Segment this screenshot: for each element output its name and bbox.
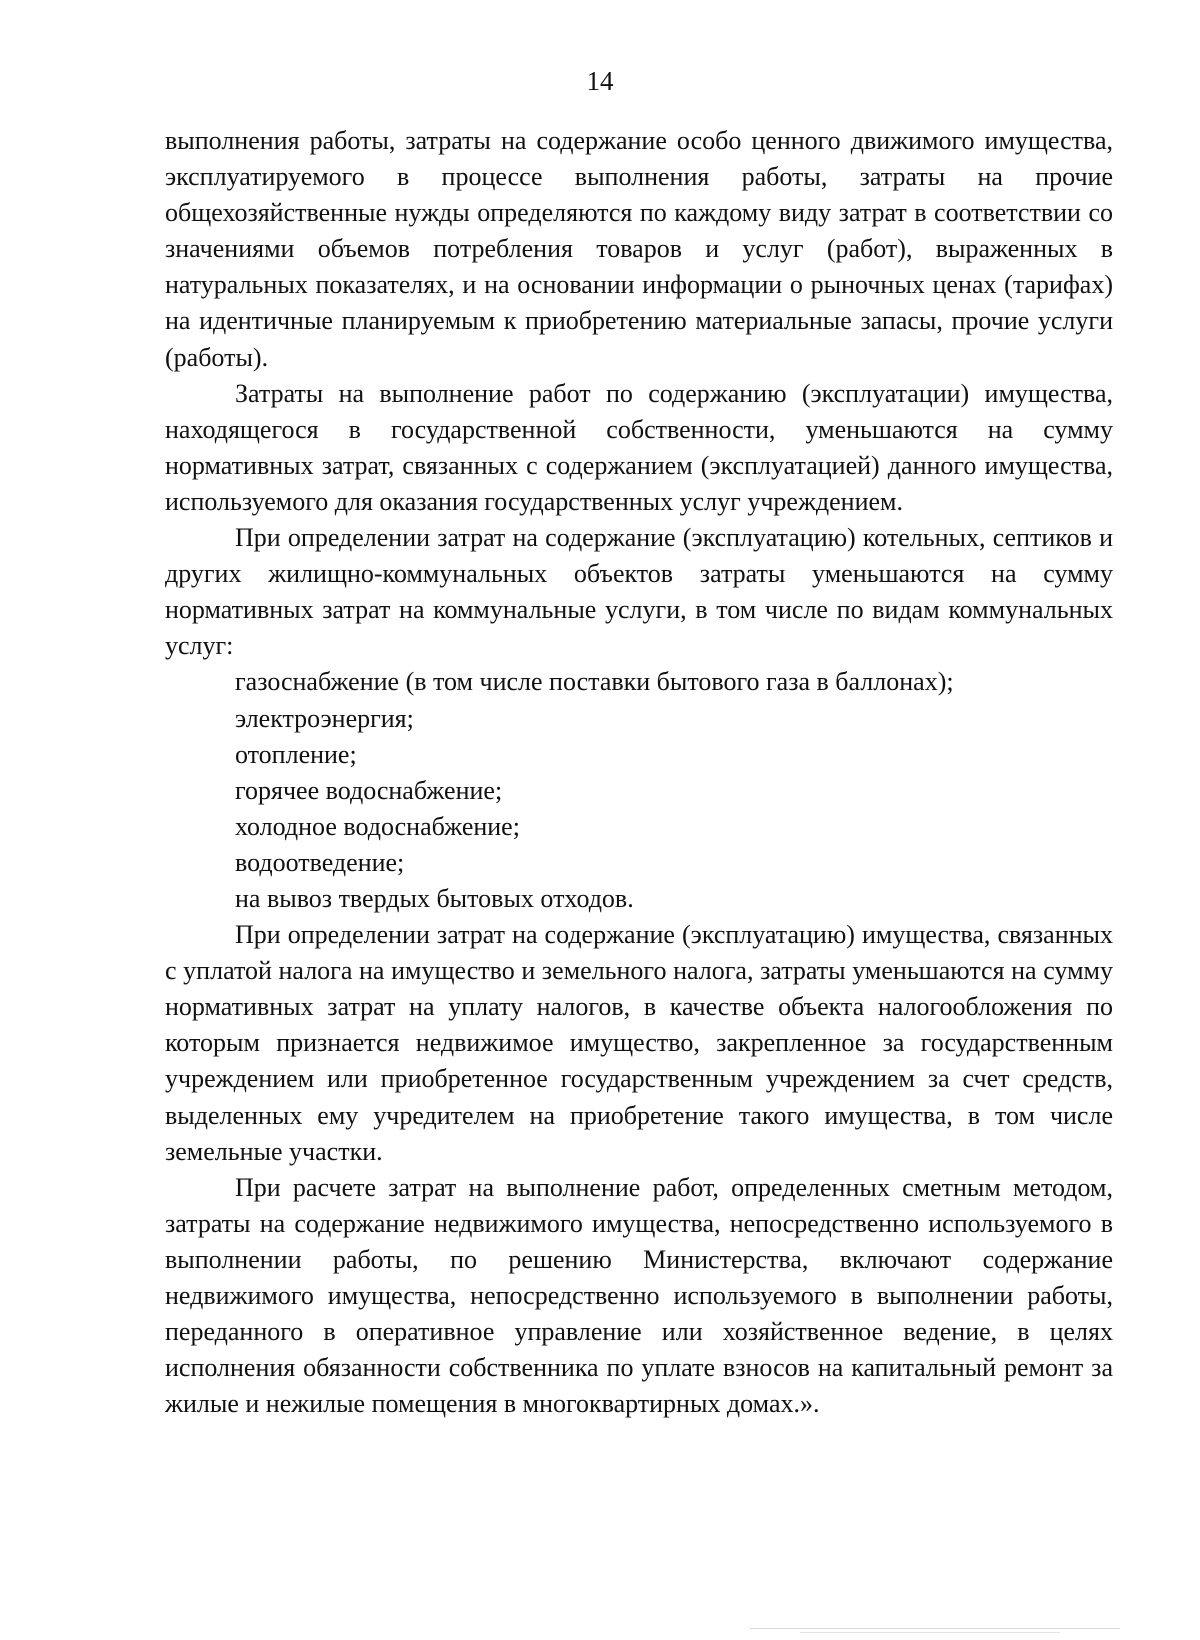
list-item: на вывоз твердых бытовых отходов.: [235, 883, 634, 913]
list-item: холодное водоснабжение;: [235, 811, 520, 841]
list-item: отопление;: [235, 739, 357, 769]
list-item: газоснабжение (в том числе поставки бытового газа в баллонах);: [235, 667, 954, 697]
list-item: водоотведение;: [235, 847, 405, 877]
paragraph-continuation: выполнения работы, затраты на содержание особо ценного движимого имущества, эксплуатируемого в процессе выполнения работы, затраты на прочие общехозяйственные нужды определяются по каждому виду затрат в соответствии со значениями объемов потребления товаров и услуг (работ), выраженных в натуральных показателях, и на основании информации о рыночных ценах (тарифах) на идентичные планируемым к приобретению материальные запасы, прочие услуги (работы).: [165, 126, 1113, 372]
page-number: 14: [586, 66, 614, 96]
paragraph-property-costs: Затраты на выполнение работ по содержанию (эксплуатации) имущества, находящегося в государственной собственности, уменьшаются на сумму нормативных затрат, связанных с содержанием (эксплуатацией) данного имущества, используемого для оказания государственных услуг учреждением.: [165, 378, 1113, 516]
paragraph-capital-repair: При расчете затрат на выполнение работ, определенных сметным методом, затраты на содержание недвижимого имущества, непосредственно используемого в выполнении работы, по решению Министерства, включают содержание недвижимого имущества, непосредственно используемого в выполнении работы, переданного в оперативное управление или хозяйственное ведение, в целях исполнения обязанности собственника по уплате взносов на капитальный ремонт за жилые и нежилые помещения в многоквартирных домах.».: [165, 1172, 1113, 1419]
paragraph-utility-costs: При определении затрат на содержание (эксплуатацию) котельных, септиков и других жилищно-коммунальных объектов затраты уменьшаются на сумму нормативных затрат на коммунальные услуги, в том числе по видам коммунальных услуг:: [165, 523, 1113, 661]
scan-artifact-line: [800, 1632, 1060, 1633]
list-item: горячее водоснабжение;: [235, 775, 503, 805]
utility-list: [165, 664, 1113, 917]
scan-artifact-line: [750, 1628, 1120, 1629]
document-body: [165, 123, 1113, 1422]
paragraph-tax-costs: При определении затрат на содержание (эксплуатацию) имущества, связанных с уплатой налога на имущество и земельного налога, затраты уменьшаются на сумму нормативных затрат на уплату налогов, в качестве объекта налогообложения по которым признается недвижимое имущество, закрепленное за государственным учреждением или приобретенное государственным учреждением за счет средств, выделенных ему учредителем на приобретение такого имущества, в том числе земельные участки.: [165, 920, 1113, 1166]
list-item: электроэнергия;: [235, 703, 414, 733]
